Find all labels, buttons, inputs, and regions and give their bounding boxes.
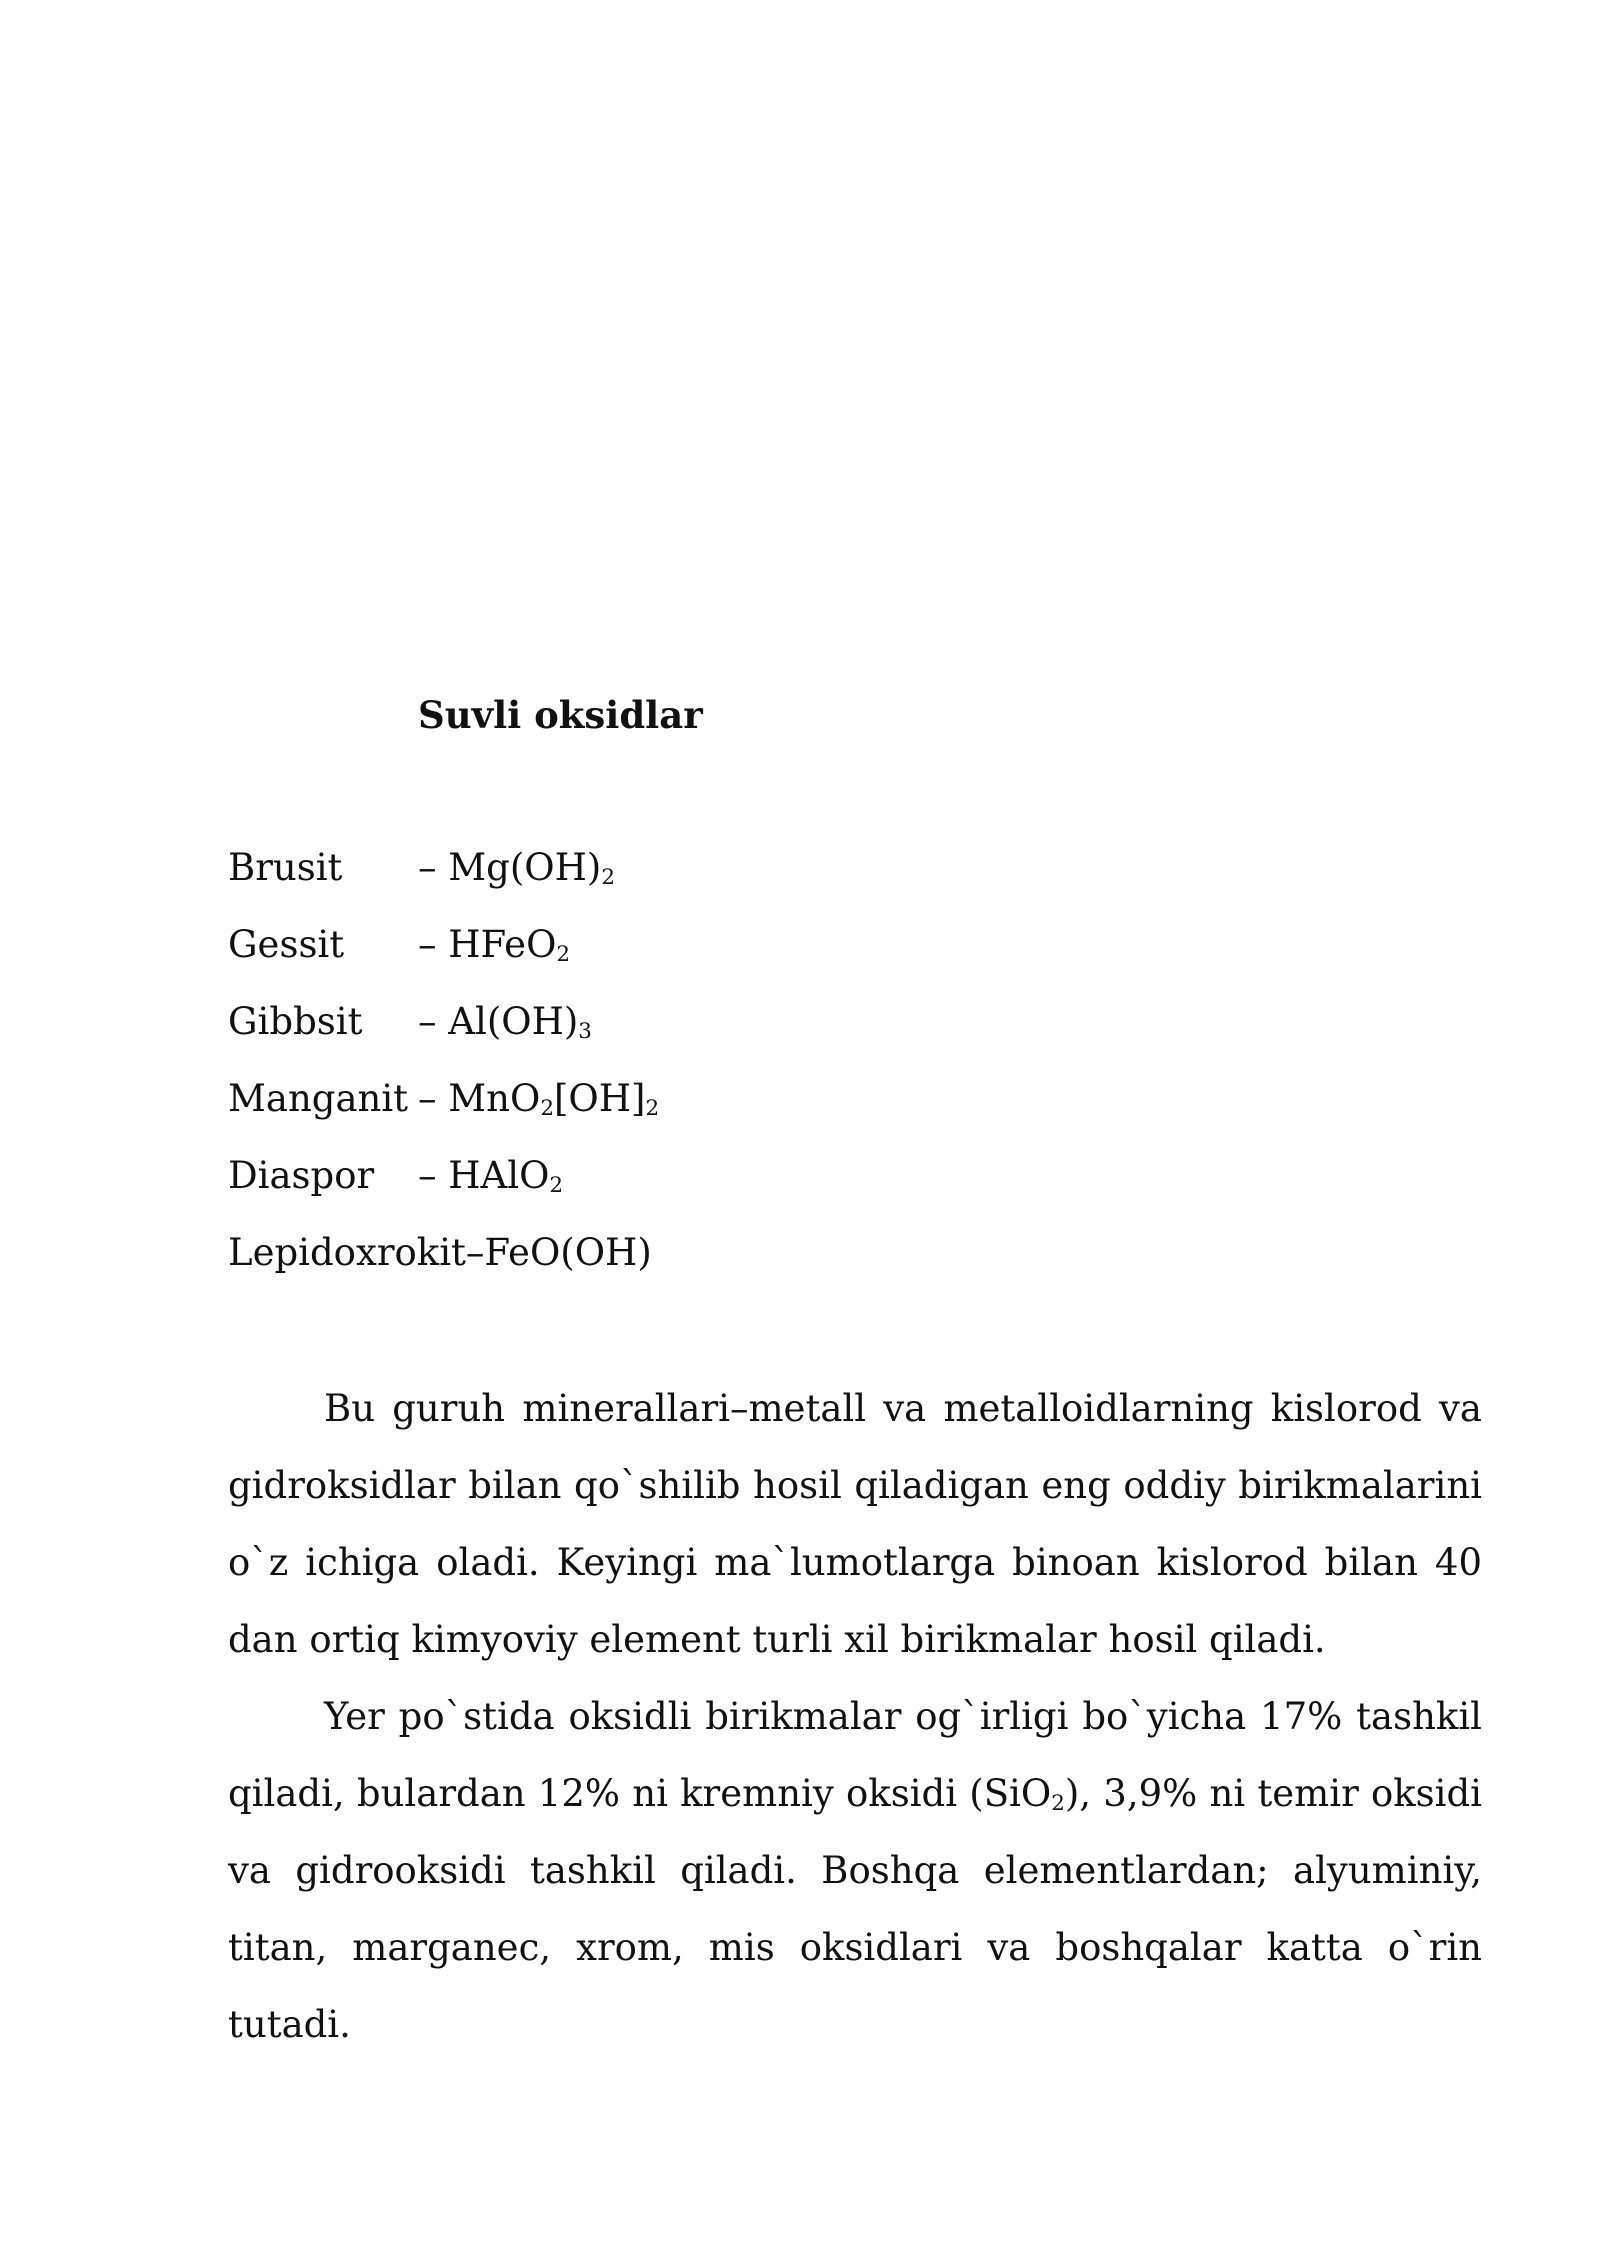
mineral-name: Diaspor — [228, 1154, 375, 1197]
list-item — [228, 1150, 659, 1227]
formula-subscript: 2 — [549, 1172, 564, 1198]
formula-text: FeO(OH) — [484, 1231, 652, 1274]
formula-subscript: 2 — [645, 1095, 660, 1121]
page-title: Suvli oksidlar — [418, 693, 703, 737]
formula-text: HFeO — [448, 923, 557, 966]
list-item — [228, 919, 659, 996]
formula-dash: – — [465, 1231, 485, 1274]
paragraph-text: Yer po`stida oksidli birikmalar og`irligi bo`yicha 17% tashkil qiladi, bulardan 12% ni kremniy oksidi (SiO — [228, 1695, 1482, 1815]
formula-text: Mg(OH) — [448, 846, 602, 889]
paragraph-text: ), 3,9% ni temir oksidi va gidrooksidi tashkil qiladi. Boshqa elementlardan; alyuminiy, titan, marganec, xrom, mis oksidlari va boshqalar katta o`rin tutadi. — [228, 1772, 1483, 2046]
formula-subscript: 3 — [578, 1018, 592, 1044]
formula-dash: – — [418, 1154, 449, 1197]
formula-dash: – — [418, 846, 449, 889]
formula-subscript: 2 — [556, 941, 571, 967]
formula-dash: – — [418, 1077, 449, 1120]
mineral-name: Brusit — [228, 846, 343, 889]
formula-subscript: 2 — [1051, 1790, 1065, 1816]
mineral-name: Lepidoxrokit — [228, 1231, 466, 1274]
formula-subscript: 2 — [601, 864, 615, 890]
formula-dash: – — [418, 1000, 449, 1043]
formula-text: HAlO — [448, 1154, 550, 1197]
formula-dash: – — [418, 923, 449, 966]
formula-subscript: 2 — [540, 1095, 554, 1121]
paragraph: Bu guruh minerallari–metall va metalloidlarning kislorod va gidroksidlar bilan qo`shilib hosil qiladigan eng oddiy birikmalarini o`z ichiga oladi. Keyingi ma`lumotlarga binoan kislorod bilan 40 dan ortiq kimyoviy element turli xil birikmalar hosil qiladi. — [228, 1387, 1482, 1661]
mineral-formula — [418, 1073, 659, 1125]
formula-text: Al(OH) — [448, 1000, 579, 1043]
formula-text: MnO — [448, 1077, 541, 1120]
mineral-name: Gessit — [228, 923, 345, 966]
mineral-formula — [418, 1150, 563, 1202]
body-text — [228, 1370, 1482, 2063]
list-item — [228, 996, 659, 1073]
list-item — [228, 1073, 659, 1150]
mineral-formula — [418, 919, 570, 971]
paragraph — [228, 1678, 1482, 2063]
mineral-formula — [418, 842, 615, 894]
mineral-name: Gibbsit — [228, 1000, 363, 1043]
mineral-formula — [418, 996, 592, 1048]
formula-text: [OH] — [553, 1077, 646, 1120]
list-item — [228, 1227, 659, 1304]
list-item — [228, 842, 659, 919]
mineral-list — [228, 842, 659, 1304]
mineral-name: Manganit — [228, 1077, 409, 1120]
